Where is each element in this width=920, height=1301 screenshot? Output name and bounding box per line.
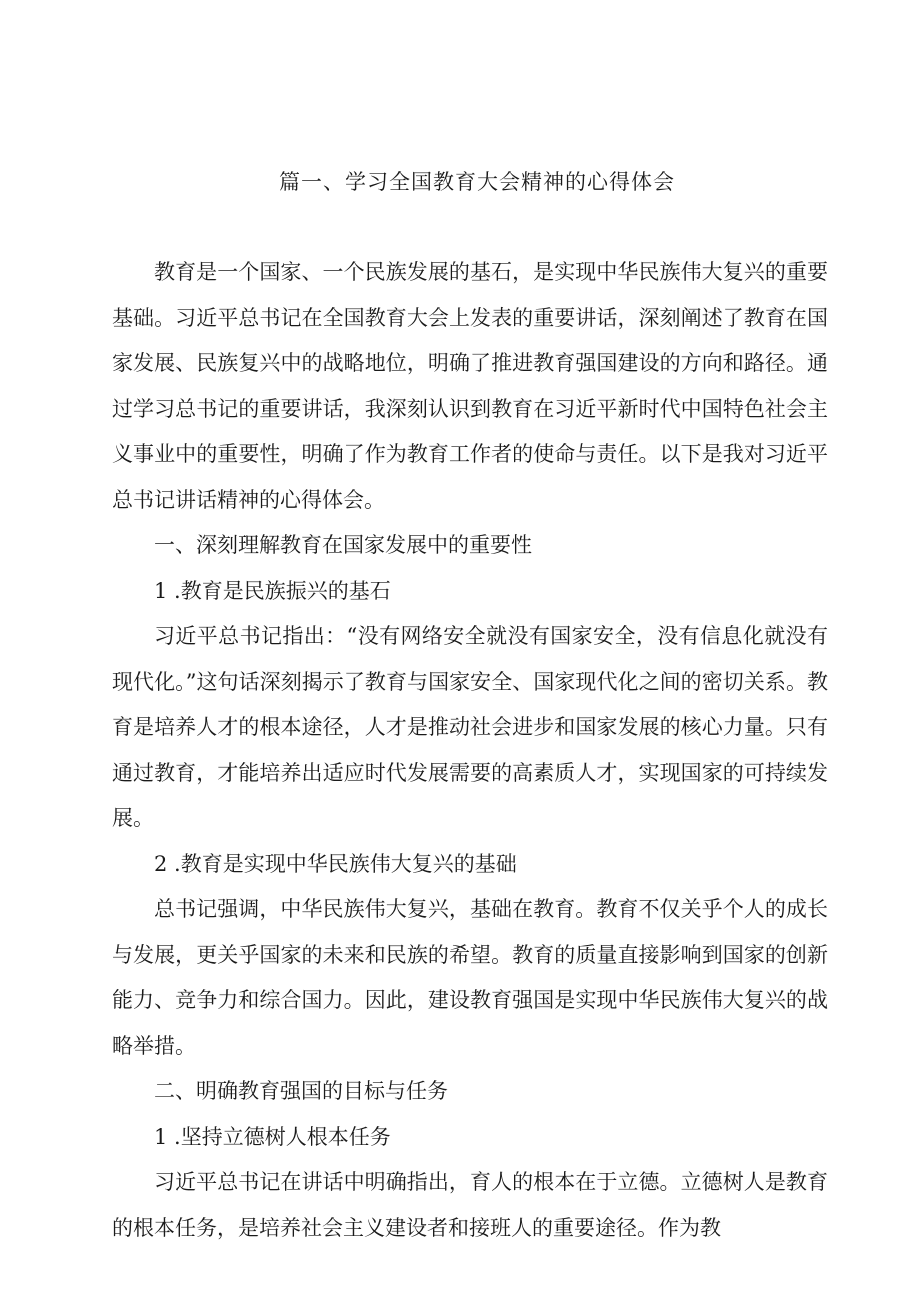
document-title: 篇一、学习全国教育大会精神的心得体会 <box>279 170 675 194</box>
paragraph-2-1: 习近平总书记在讲话中明确指出，育人的根本在于立德。立德树人是教育的根本任务，是培养社会主义建设者和接班人的重要途径。作为教 <box>112 1170 828 1240</box>
document-body <box>112 250 828 1251</box>
subsection-heading-2-1: 1 .坚持立德树人根本任务 <box>154 1124 391 1149</box>
paragraph-1-2: 总书记强调，中华民族伟大复兴，基础在教育。教育不仅关乎个人的成长与发展，更关乎国家的未来和民族的希望。教育的质量直接影响到国家的创新能力、竞争力和综合国力。因此，建设教育强国是实现中华民族伟大复兴的战略举措。 <box>112 897 828 1058</box>
intro-paragraph: 教育是一个国家、一个民族发展的基石，是实现中华民族伟大复兴的重要基础。习近平总书记在全国教育大会上发表的重要讲话，深刻阐述了教育在国家发展、民族复兴中的战略地位，明确了推进教育强国建设的方向和路径。通过学习总书记的重要讲话，我深刻认识到教育在习近平新时代中国特色社会主义事业中的重要性，明确了作为教育工作者的使命与责任。以下是我对习近平总书记讲话精神的心得体会。 <box>112 260 828 512</box>
paragraph-1-1: 习近平总书记指出：“没有网络安全就没有国家安全，没有信息化就没有现代化。”这句话深刻揭示了教育与国家安全、国家现代化之间的密切关系。教育是培养人才的根本途径，人才是推动社会进步和国家发展的核心力量。只有通过教育，才能培养出适应时代发展需要的高素质人才，实现国家的可持续发展。 <box>112 624 828 830</box>
subsection-heading-1-1: 1 .教育是民族振兴的基石 <box>154 578 391 603</box>
section-heading-1: 一、深刻理解教育在国家发展中的重要性 <box>154 533 532 557</box>
subsection-heading-1-2: 2 .教育是实现中华民族伟大复兴的基础 <box>154 851 517 876</box>
section-heading-2: 二、明确教育强国的目标与任务 <box>154 1079 448 1103</box>
